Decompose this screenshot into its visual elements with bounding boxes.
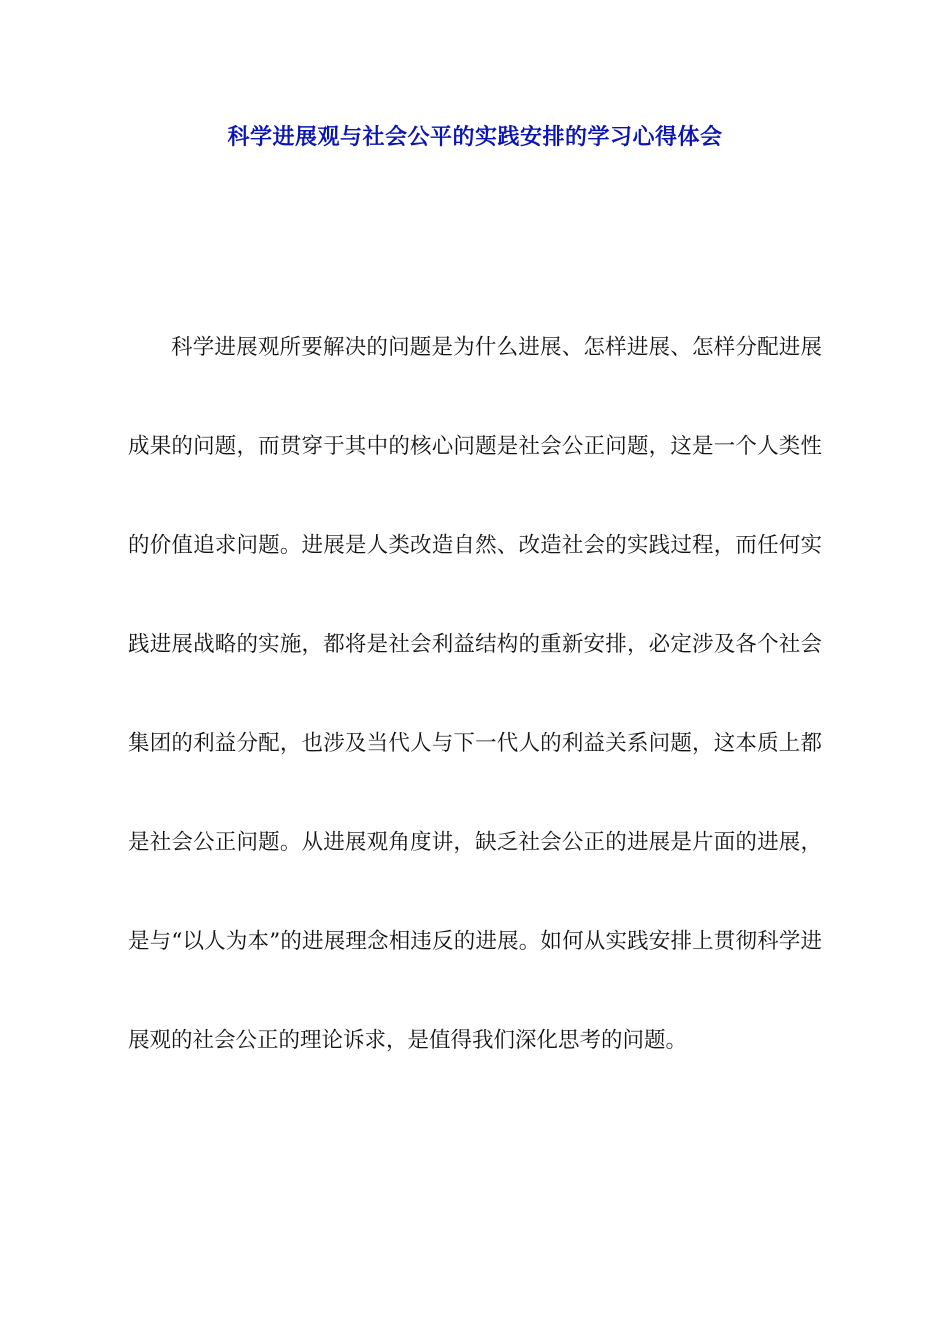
document-title: 科学进展观与社会公平的实践安排的学习心得体会 bbox=[227, 125, 723, 150]
body-paragraph: 科学进展观所要解决的问题是为什么进展、怎样进展、怎样分配进展成果的问题，而贯穿于其中的核心问题是社会公正问题，这是一个人类性的价值追求问题。进展是人类改造自然、改造社会的实践过程，而任何实践进展战略的实施，都将是社会利益结构的重新安排，必定涉及各个社会集团的利益分配，也涉及当代人与下一代人的利益关系问题，这本质上都是社会公正问题。从进展观角度讲，缺乏社会公正的进展是片面的进展，是与“以人为本”的进展理念相违反的进展。如何从实践安排上贯彻科学进展观的社会公正的理论诉求，是值得我们深化思考的问题。 bbox=[128, 335, 822, 1053]
